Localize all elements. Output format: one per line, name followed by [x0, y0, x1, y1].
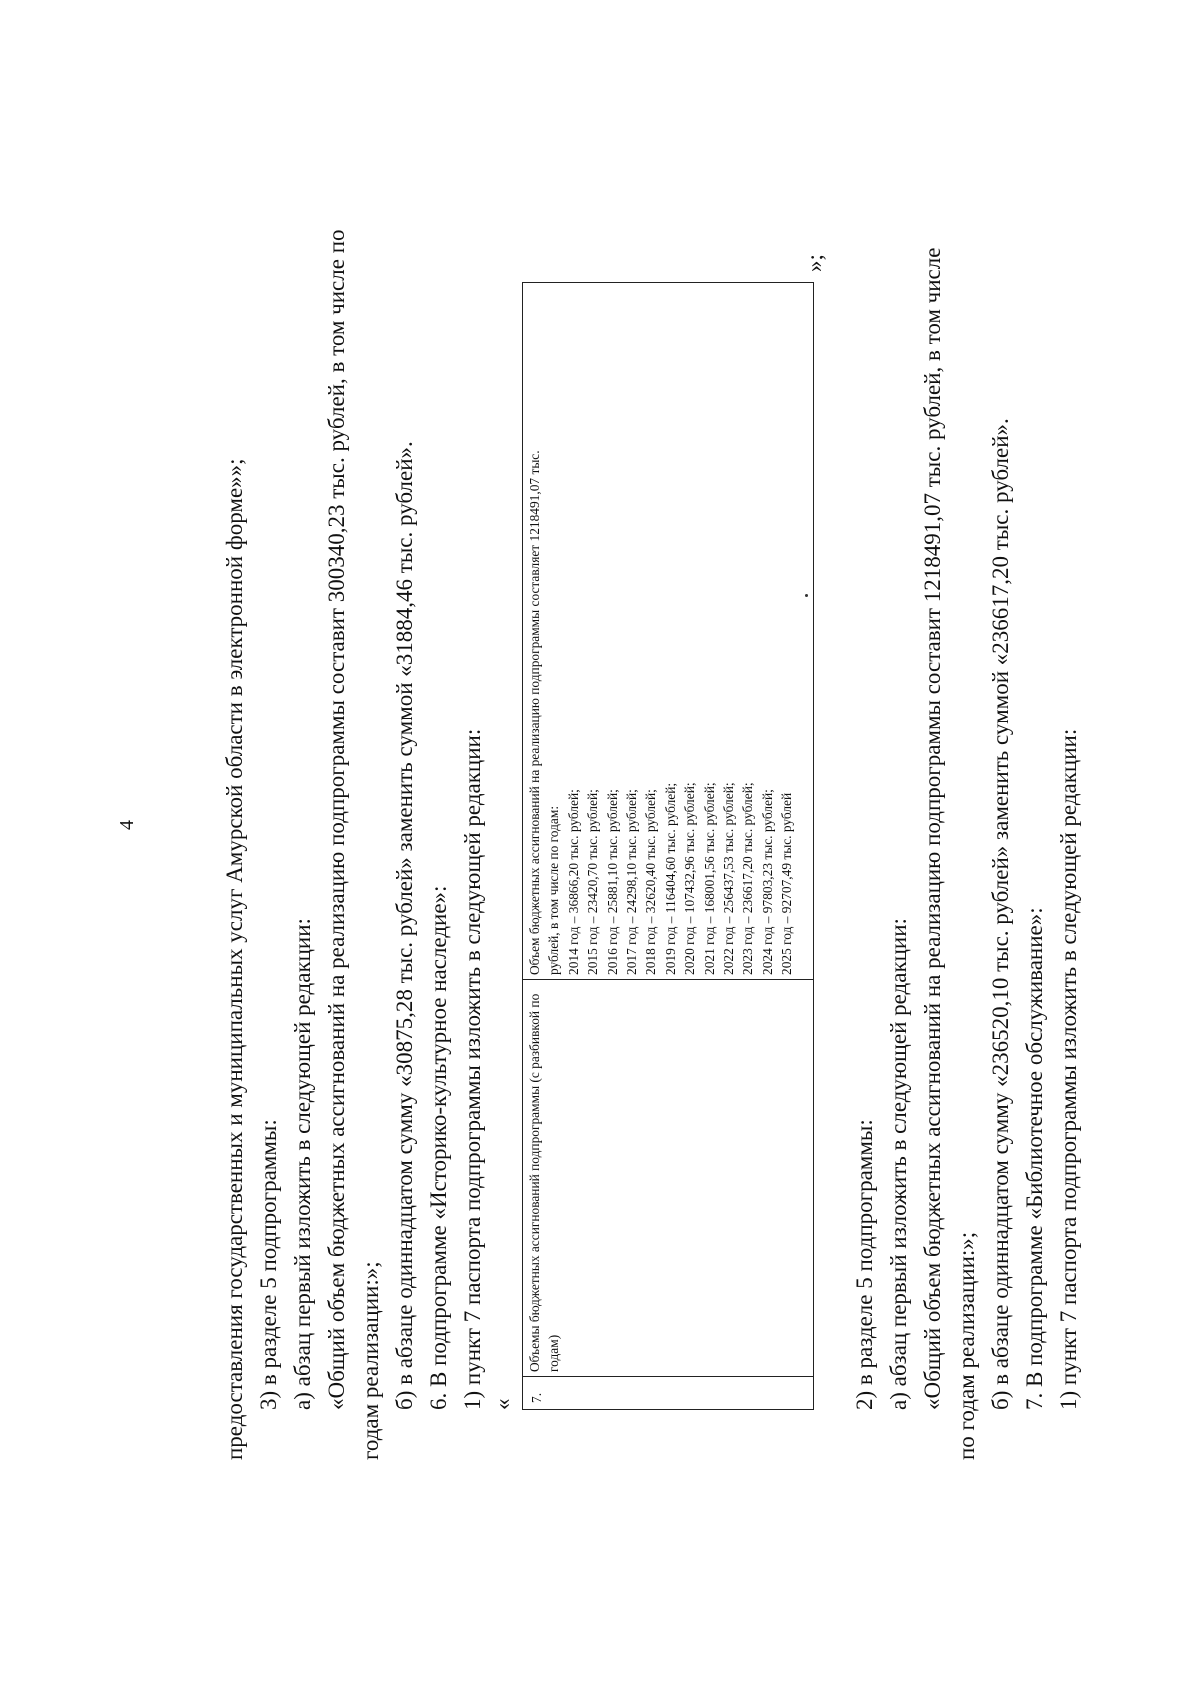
paragraph-line: по годам реализации:»; [954, 1231, 979, 1460]
year-amount-line: 2022 год – 256437,53 тыс. рублей; [721, 782, 737, 975]
page-number: 4 [116, 820, 138, 830]
year-amount-line: 2014 год – 36866,20 тыс. рублей; [565, 789, 581, 975]
table-cell-label [523, 980, 814, 1377]
paragraph-line: б) в абзаце одиннадцатом сумму «236520,10 тыс. рублей» заменить суммой «236617,20 тыс. рублей». [988, 418, 1013, 1410]
opening-quote: « [490, 1398, 515, 1410]
rotated-document-sheet [90, 90, 1110, 1610]
paragraph-line: 1) пункт 7 паспорта подпрограммы изложить в следующей редакции: [1056, 728, 1081, 1410]
scan-speck [805, 594, 808, 597]
paragraph-line: 6. В подпрограмме «Историко-культурное наследие»: [426, 885, 451, 1410]
content-line: Объем бюджетных ассигнований на реализацию подпрограммы составляет 1218491,07 тыс. [527, 450, 542, 975]
year-amount-line: 2025 год – 92707,49 тыс. рублей [779, 792, 795, 975]
year-amount-line: 2018 год – 32620,40 тыс. рублей; [643, 789, 659, 975]
paragraph-line: 1) пункт 7 паспорта подпрограммы изложить в следующей редакции: [460, 728, 485, 1410]
paragraph-line: «Общий объем бюджетных ассигнований на реализацию подпрограммы составит 300340,23 тыс. рублей, в том числе по [324, 229, 349, 1410]
paragraph-line: 2) в разделе 5 подпрограммы: [852, 1119, 877, 1410]
year-amount-line: 2024 год – 97803,23 тыс. рублей; [759, 789, 775, 975]
year-amount-line: 2023 год – 236617,20 тыс. рублей; [740, 782, 756, 975]
year-amount-line: 2020 год – 107432,96 тыс. рублей; [682, 782, 698, 975]
year-amount-line: 2019 год – 116404,60 тыс. рублей; [662, 782, 678, 975]
closing-quote: »; [802, 254, 827, 272]
content-line: рублей, в том числе по годам: [546, 805, 562, 975]
paragraph-line: годам реализации:»; [358, 1261, 383, 1460]
table-cell-content [523, 283, 814, 980]
paragraph-line: предоставления государственных и муниципальных услуг Амурской области в электронной форме»»; [222, 458, 247, 1460]
paragraph-line: «Общий объем бюджетных ассигнований на реализацию подпрограммы составит 1218491,07 тыс. рублей, в том числе [920, 247, 945, 1410]
paragraph-line: 3) в разделе 5 подпрограммы: [256, 1119, 281, 1410]
allocation-details [523, 283, 799, 979]
table-cell-number [523, 1377, 814, 1410]
year-amount-line: 2016 год – 25881,10 тыс. рублей; [604, 789, 620, 975]
year-amount-line: 2017 год – 24298,10 тыс. рублей; [624, 789, 640, 975]
paragraph-line: а) абзац первый изложить в следующей редакции: [886, 918, 911, 1410]
passport-table [522, 282, 814, 1410]
table-row [523, 283, 814, 1410]
paragraph-line: б) в абзаце одиннадцатом сумму «30875,28 тыс. рублей» заменить суммой «31884,46 тыс. рублей». [392, 441, 417, 1410]
year-amount-line: 2015 год – 23420,70 тыс. рублей; [585, 789, 601, 975]
row-label: Объемы бюджетных ассигнований подпрограммы (с разбивкой по годам) [527, 993, 562, 1372]
year-amount-line: 2021 год – 168001,56 тыс. рублей; [701, 782, 717, 975]
paragraph-line: а) абзац первый изложить в следующей редакции: [290, 918, 315, 1410]
paragraph-line: 7. В подпрограмме «Библиотечное обслуживание»: [1022, 907, 1047, 1410]
row-number: 7. [529, 1392, 544, 1403]
